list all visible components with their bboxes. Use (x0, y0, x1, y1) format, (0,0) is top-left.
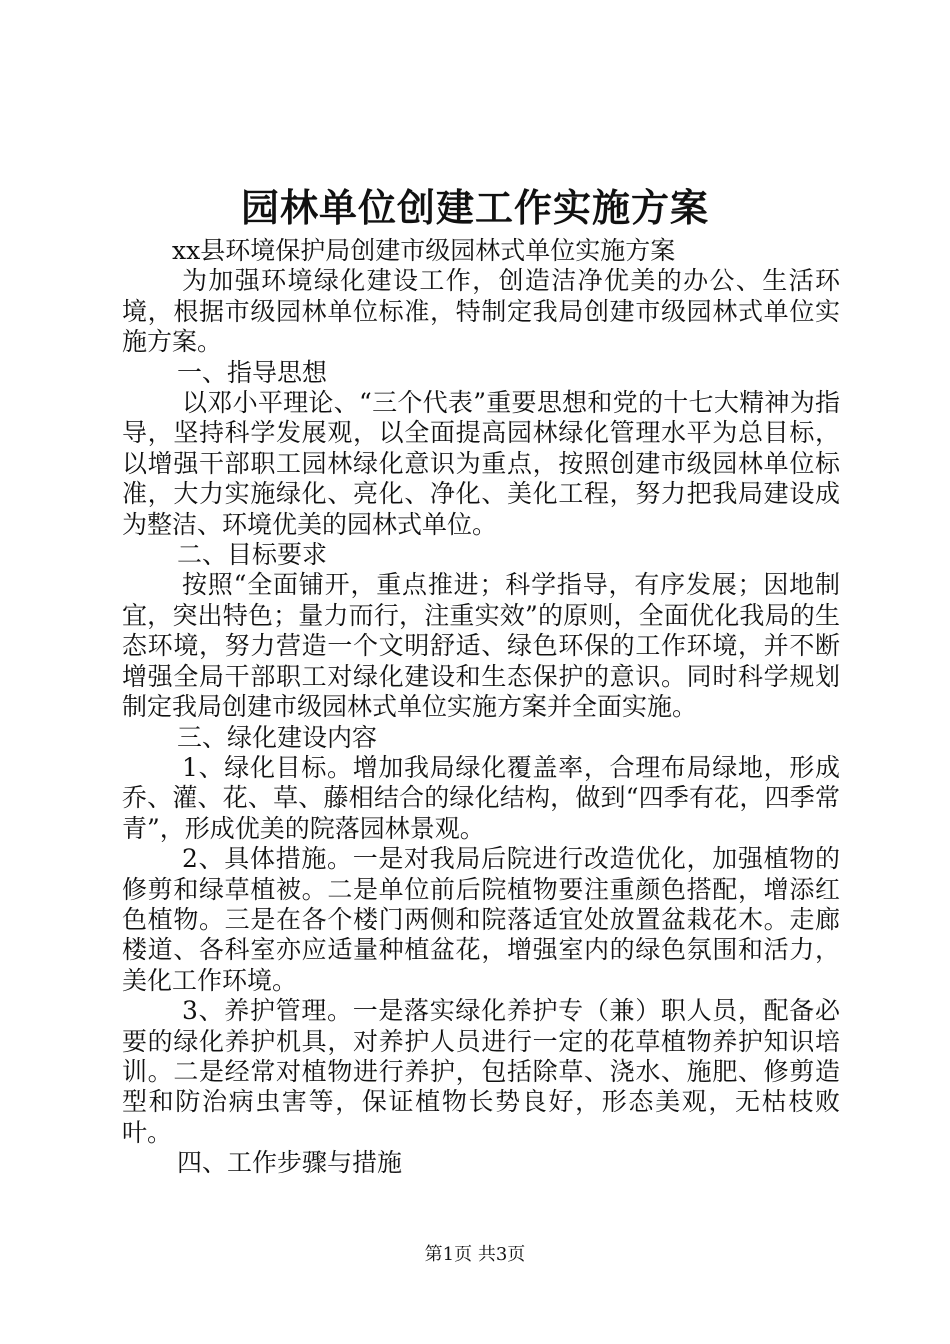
section-paragraph-1: 以邓小平理论、“三个代表”重要思想和党的十七大精神为指导，坚持科学发展观，以全面提高园林绿化管理水平为总目标，以增强干部职工园林绿化意识为重点，按照创建市级园林单位标准，大力实施绿化、亮化、净化、美化工程，努力把我局建设成为整洁、环境优美的园林式单位。 (122, 388, 840, 539)
section-heading-2: 二、目标要求 (177, 540, 328, 570)
section3-item-2: 2、具体措施。一是对我局后院进行改造优化，加强植物的修剪和绿草植被。二是单位前后院植物要注重颜色搭配，增添红色植物。三是在各个楼门两侧和院落适宜处放置盆栽花木。走廊楼道、各科室亦应适量种植盆花，增强室内的绿色氛围和活力，美化工作环境。 (122, 844, 840, 995)
section3-item-1: 1、绿化目标。增加我局绿化覆盖率，合理布局绿地，形成乔、灌、花、草、藤相结合的绿化结构，做到“四季有花，四季常青”，形成优美的院落园林景观。 (122, 752, 840, 843)
section-heading-1: 一、指导思想 (177, 357, 328, 387)
page-number: 第1页 共3页 (424, 1244, 526, 1265)
section3-item-3: 3、养护管理。一是落实绿化养护专（兼）职人员，配备必要的绿化养护机具，对养护人员进行一定的花草植物养护知识培训。二是经常对植物进行养护，包括除草、浇水、施肥、修剪造型和防治病虫害等，保证植物长势良好，形态美观，无枯枝败叶。 (122, 996, 840, 1147)
document-title: 园林单位创建工作实施方案 (240, 185, 709, 230)
intro-paragraph: 为加强环境绿化建设工作，创造洁净优美的办公、生活环境，根据市级园林单位标准，特制定我局创建市级园林式单位实施方案。 (122, 266, 840, 357)
document-subtitle: xx县环境保护局创建市级园林式单位实施方案 (172, 236, 676, 265)
document-body (122, 236, 840, 1179)
section-heading-3: 三、绿化建设内容 (177, 722, 378, 752)
section-paragraph-2: 按照“全面铺开，重点推进；科学指导，有序发展；因地制宜，突出特色；量力而行，注重实效”的原则，全面优化我局的生态环境，努力营造一个文明舒适、绿色环保的工作环境，并不断增强全局干部职工对绿化建设和生态保护的意识。同时科学规划制定我局创建市级园林式单位实施方案并全面实施。 (122, 570, 840, 722)
section-heading-4: 四、工作步骤与措施 (177, 1148, 403, 1178)
